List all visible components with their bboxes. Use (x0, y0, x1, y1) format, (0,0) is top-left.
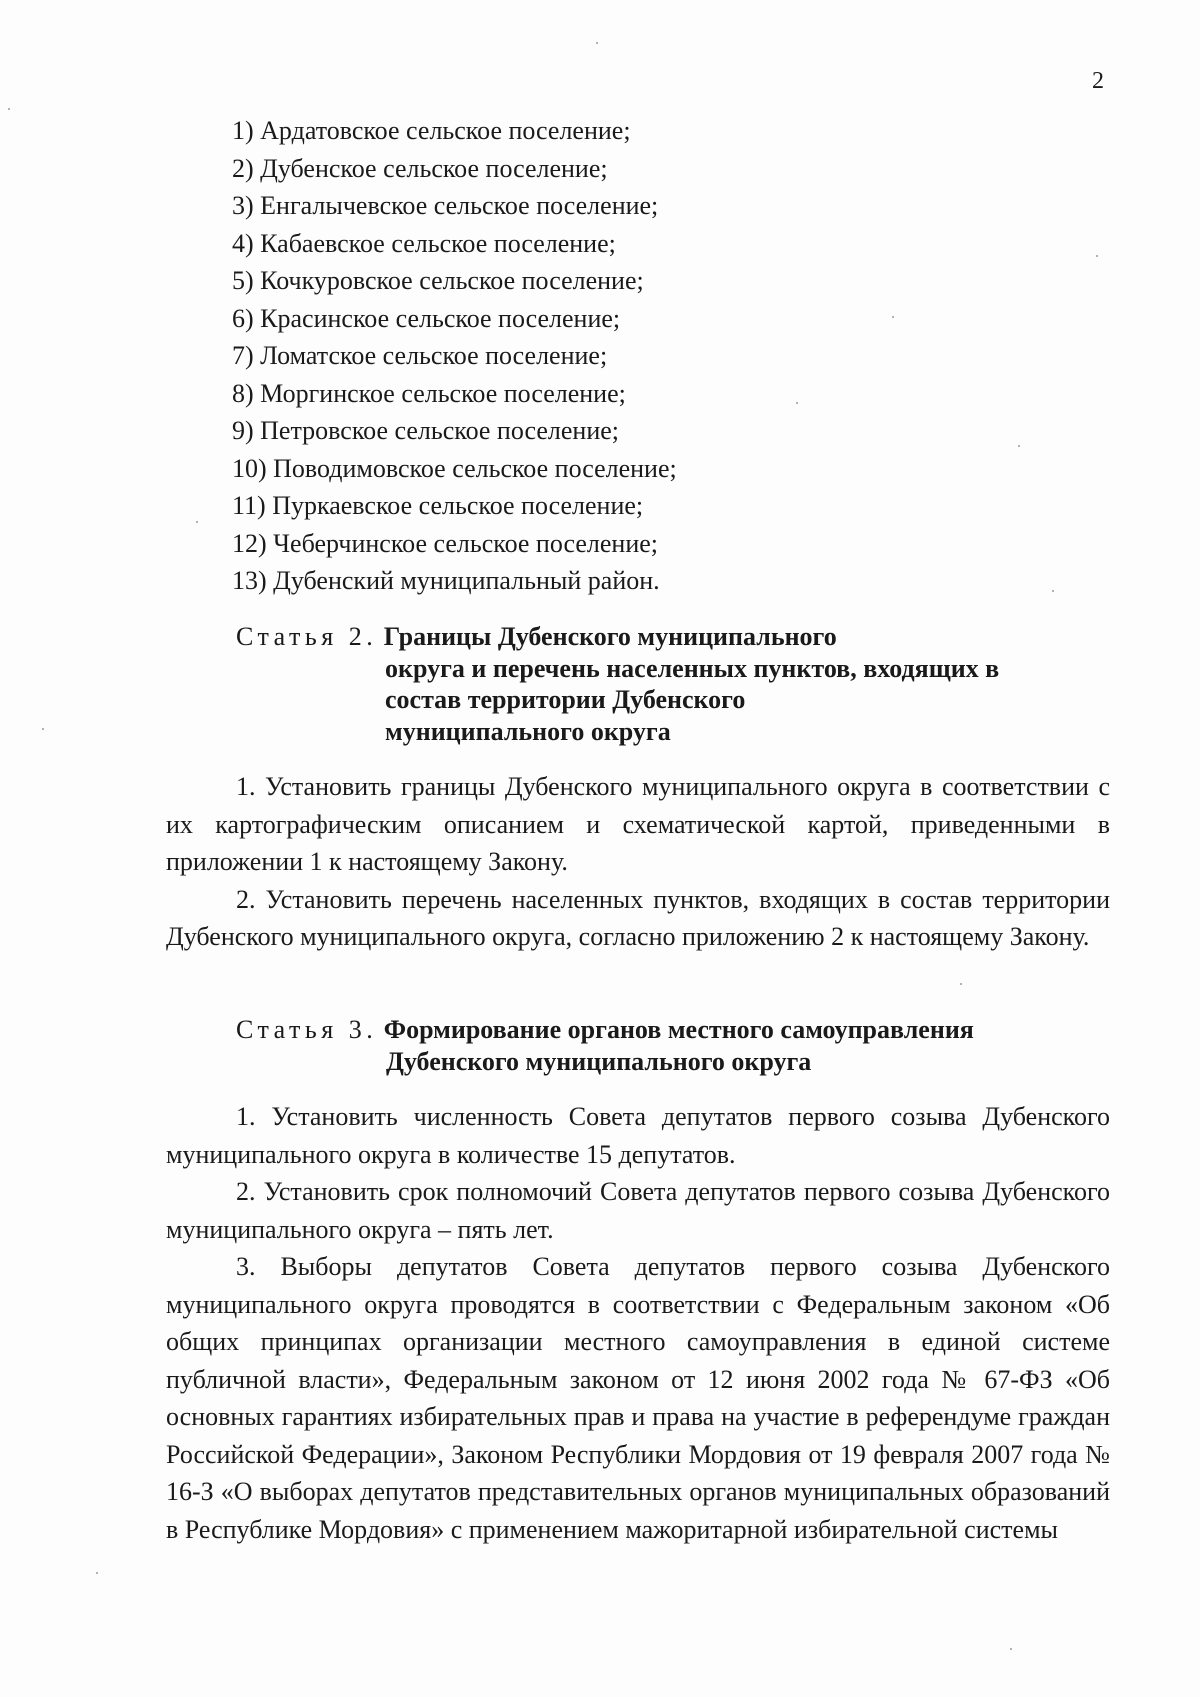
article-3-body (166, 1098, 1110, 1548)
scan-speck (1010, 1648, 1012, 1650)
scan-speck (196, 521, 198, 523)
list-item: 2) Дубенское сельское поселение; (232, 153, 608, 183)
list-item: 9) Петровское сельское поселение; (232, 416, 619, 445)
article-2-title-line-2: округа и перечень населенных пунктов, входящих в (385, 653, 1000, 683)
paragraph: 2. Установить срок полномочий Совета депутатов первого созыва Дубенского муниципального округа – пять лет. (166, 1177, 1110, 1244)
article-2-heading (236, 621, 1096, 747)
scan-speck (892, 316, 894, 318)
page-number: 2 (1092, 68, 1104, 94)
list-item: 11) Пуркаевское сельское поселение; (232, 491, 644, 520)
scan-speck (1052, 590, 1054, 592)
scan-speck (1018, 445, 1020, 447)
list-item: 1) Ардатовское сельское поселение; (232, 116, 631, 145)
list-item: 12) Чеберчинское сельское поселение; (232, 528, 658, 558)
list-item: 13) Дубенский муниципальный район. (232, 566, 660, 595)
article-2-body (166, 768, 1110, 956)
list-item: 3) Енгалычевское сельское поселение; (232, 191, 659, 220)
article-3-label: Статья 3. (236, 1015, 378, 1044)
article-2-title-line-4: муниципального округа (385, 716, 671, 746)
article-2-title-line-1: Границы Дубенского муниципального (383, 622, 837, 651)
paragraph: 1. Установить границы Дубенского муниципального округа в соответствии с их картографическим описанием и схематической картой, приведенными в приложении 1 к настоящему Закону. (166, 772, 1110, 876)
paragraph: 1. Установить численность Совета депутатов первого созыва Дубенского муниципального округа в количестве 15 депутатов. (166, 1102, 1110, 1169)
article-3-title-line-1: Формирование органов местного самоуправления (383, 1015, 974, 1044)
scan-speck (42, 728, 44, 730)
list-item: 7) Ломатское сельское поселение; (232, 341, 608, 370)
settlement-list (232, 112, 677, 600)
article-2-title-line-3: состав территории Дубенского (385, 685, 746, 714)
list-item: 10) Поводимовское сельское поселение; (232, 453, 677, 483)
article-3-title-line-2: Дубенского муниципального округа (386, 1046, 812, 1076)
list-item: 8) Моргинское сельское поселение; (232, 378, 626, 408)
scan-speck (960, 983, 962, 985)
list-item: 6) Красинское сельское поселение; (232, 303, 621, 333)
article-2-label: Статья 2. (236, 622, 378, 651)
scan-speck (96, 1572, 98, 1574)
scan-speck (8, 108, 10, 110)
list-item: 5) Кочкуровское сельское поселение; (232, 266, 644, 295)
article-3-heading (236, 1014, 1096, 1077)
scan-speck (1096, 255, 1098, 257)
paragraph: 2. Установить перечень населенных пунктов, входящих в состав территории Дубенского муниципального округа, согласно приложению 2 к настоящему Закону. (166, 884, 1110, 951)
list-item: 4) Кабаевское сельское поселение; (232, 228, 616, 258)
paragraph: 3. Выборы депутатов Совета депутатов первого созыва Дубенского муниципального округа проводятся в соответствии с Федеральным законом «Об общих принципах организации местного самоуправления в единой системе публичной власти», Федеральным законом от 12 июня 2002 года № 67-ФЗ «Об основных гарантиях избирательных прав и права на участие в референдуме граждан Российской Федерации», Законом Республики Мордовия от 19 февраля 2007 года № 16-З «О выборах депутатов представительных органов муниципальных образований в Республике Мордовия» с применением мажоритарной избирательной системы (166, 1252, 1110, 1544)
scan-speck (596, 42, 598, 44)
scan-speck (796, 402, 798, 404)
